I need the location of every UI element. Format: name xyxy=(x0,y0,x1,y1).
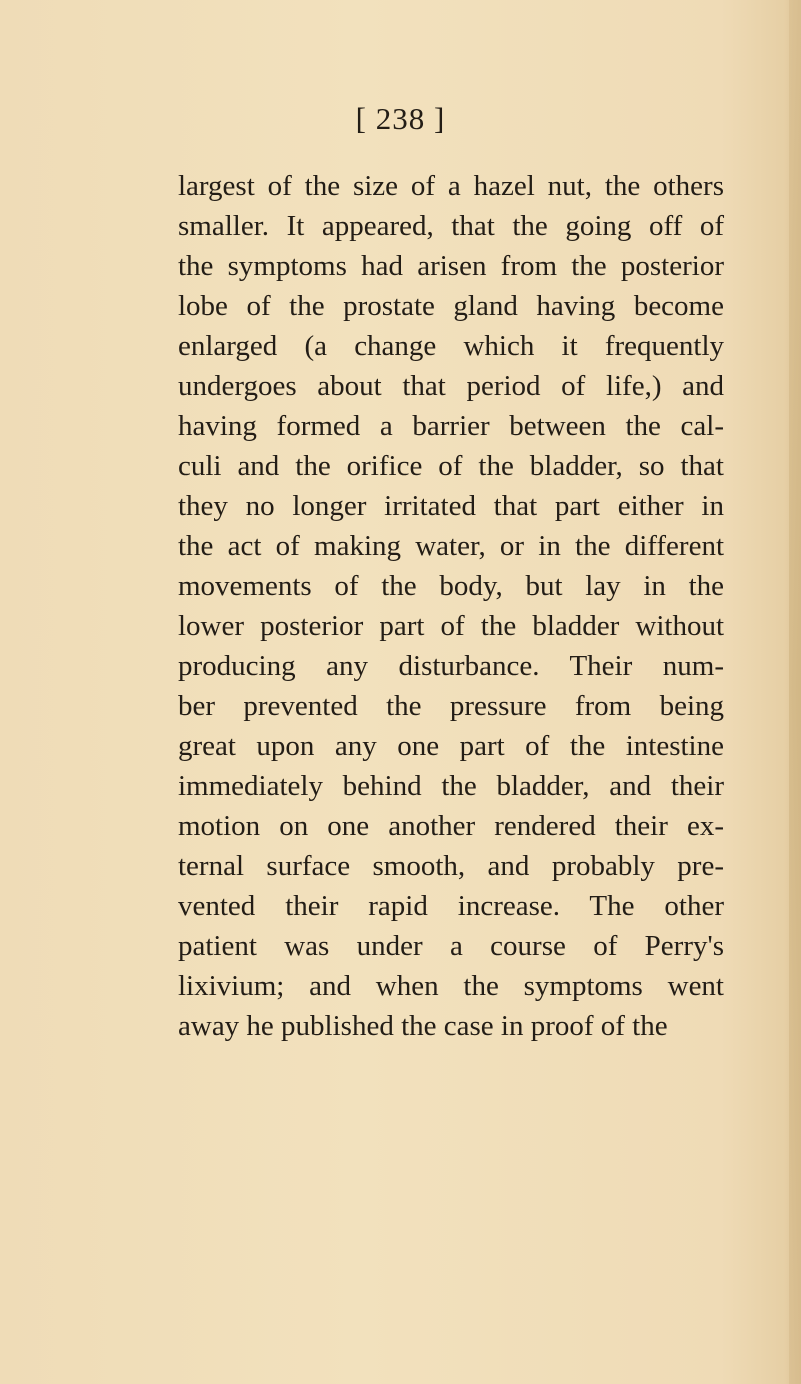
text-line: the symptoms had arisen from the posterior xyxy=(178,250,724,282)
text-line: largest of the size of a hazel nut, the others xyxy=(178,170,724,202)
text-line: movements of the body, but lay in the xyxy=(178,570,724,602)
text-line: ber prevented the pressure from being xyxy=(178,690,724,722)
text-line: great upon any one part of the intestine xyxy=(178,730,724,762)
text-line: motion on one another rendered their ex- xyxy=(178,810,724,842)
text-line: they no longer irritated that part either in xyxy=(178,490,724,522)
text-line: immediately behind the bladder, and their xyxy=(178,770,724,802)
text-line: enlarged (a change which it frequently xyxy=(178,330,724,362)
text-line: lower posterior part of the bladder without xyxy=(178,610,724,642)
page-number: [ 238 ] xyxy=(355,101,446,136)
text-line: having formed a barrier between the cal- xyxy=(178,410,724,442)
body-text xyxy=(178,166,724,1046)
text-line: lobe of the prostate gland having become xyxy=(178,290,724,322)
text-line: the act of making water, or in the different xyxy=(178,530,724,562)
text-line: lixivium; and when the symptoms went xyxy=(178,970,724,1002)
text-line: culi and the orifice of the bladder, so that xyxy=(178,450,724,482)
text-line: producing any disturbance. Their num- xyxy=(178,650,724,682)
text-line: smaller. It appeared, that the going off of xyxy=(178,210,724,242)
text-line: away he published the case in proof of the xyxy=(178,1010,668,1042)
text-line: vented their rapid increase. The other xyxy=(178,890,724,922)
text-line: ternal surface smooth, and probably pre- xyxy=(178,850,724,882)
text-line: undergoes about that period of life,) and xyxy=(178,370,724,402)
page-edge-shadow xyxy=(789,0,801,1384)
text-line: patient was under a course of Perry's xyxy=(178,930,724,962)
